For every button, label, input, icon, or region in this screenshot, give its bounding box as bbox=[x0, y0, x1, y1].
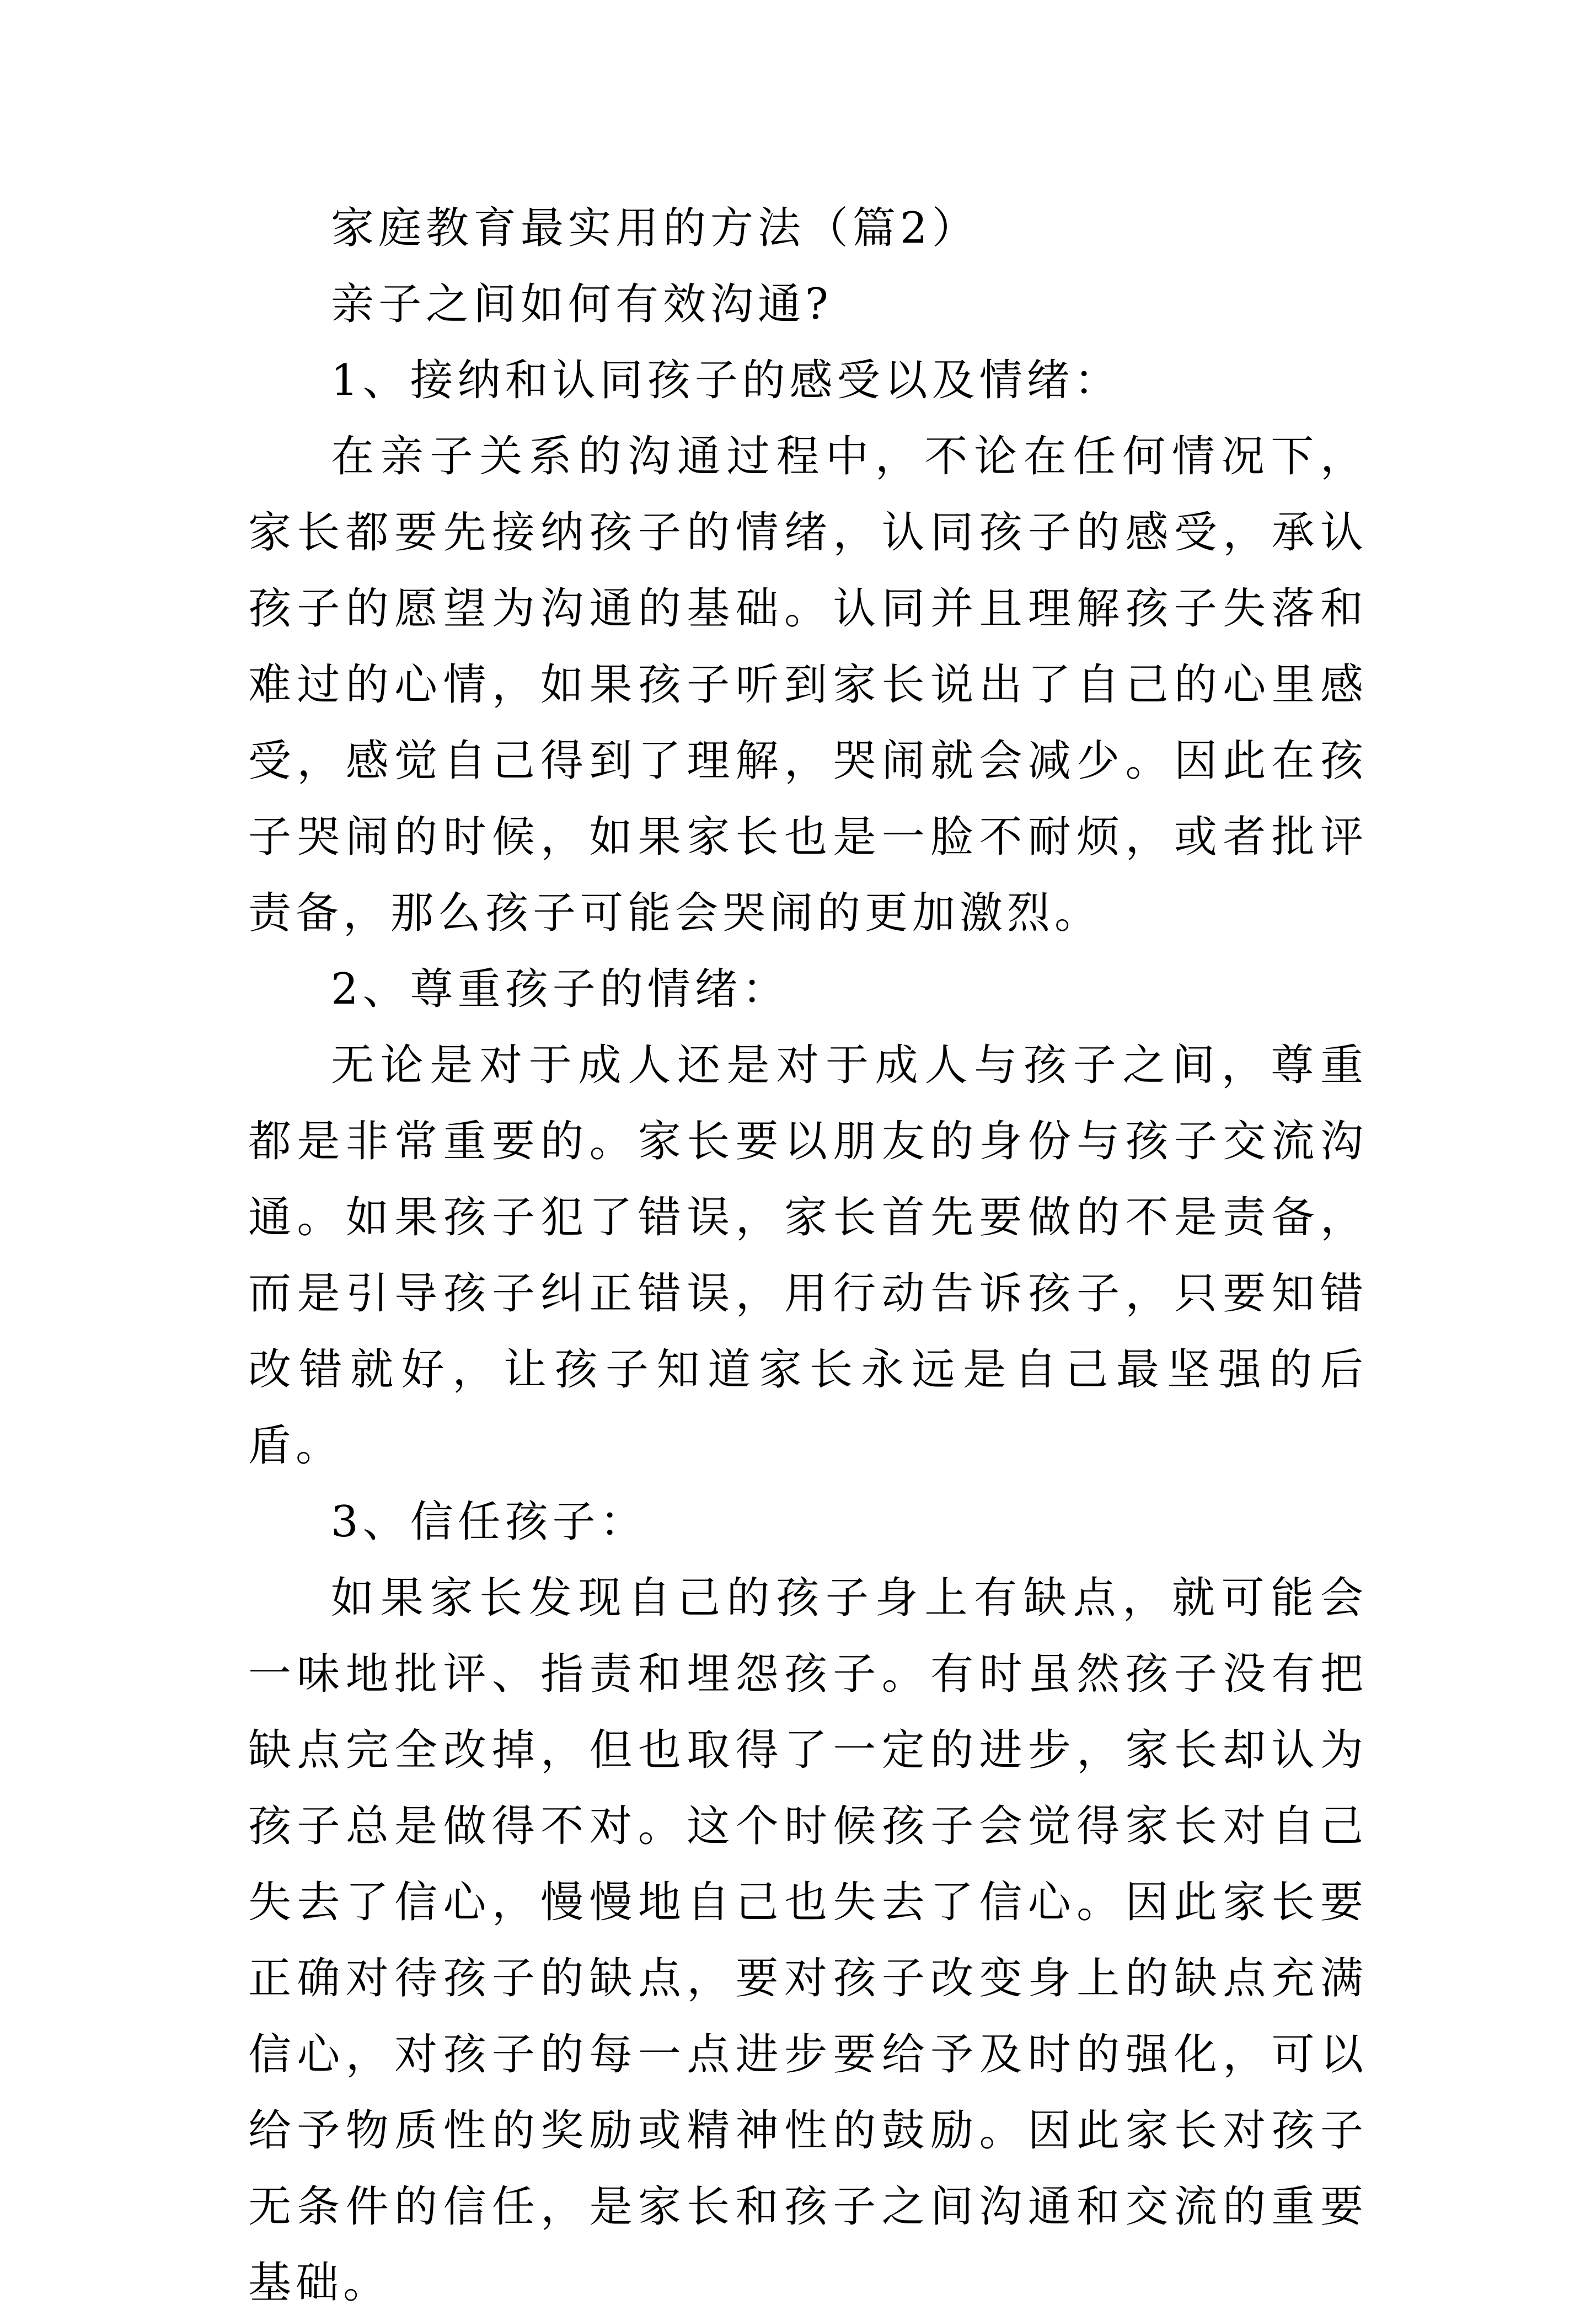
heading-1: 1、接纳和认同孩子的感受以及情绪： bbox=[331, 356, 1122, 405]
document-title: 家庭教育最实用的方法（篇2） bbox=[331, 203, 979, 253]
heading-3: 3、信任孩子： bbox=[331, 1497, 647, 1547]
heading-2: 2、尊重孩子的情绪： bbox=[331, 964, 790, 1014]
document-body bbox=[248, 190, 1368, 2321]
paragraph-2: 无论是对于成人还是对于成人与孩子之间，尊重都是非常重要的。家长要以朋友的身份与孩子交流沟通。如果孩子犯了错误，家长首先要做的不是责备，而是引导孩子纠正错误，用行动告诉孩子，只要知错改错就好，让孩子知道家长永远是自己最坚强的后盾。 bbox=[248, 1041, 1368, 1471]
paragraph-question: 亲子之间如何有效沟通? bbox=[331, 280, 833, 329]
paragraph-3: 如果家长发现自己的孩子身上有缺点，就可能会一味地批评、指责和埋怨孩子。有时虽然孩子没有把缺点完全改掉，但也取得了一定的进步，家长却认为孩子总是做得不对。这个时候孩子会觉得家长对自己失去了信心，慢慢地自己也失去了信心。因此家长要正确对待孩子的缺点，要对孩子改变身上的缺点充满信心，对孩子的每一点进步要给予及时的强化，可以给予物质性的奖励或精神性的鼓励。因此家长对孩子无条件的信任，是家长和孩子之间沟通和交流的重要基础。 bbox=[248, 1573, 1368, 2308]
paragraph-1: 在亲子关系的沟通过程中，不论在任何情况下，家长都要先接纳孩子的情绪，认同孩子的感受，承认孩子的愿望为沟通的基础。认同并且理解孩子失落和难过的心情，如果孩子听到家长说出了自己的心里感受，感觉自己得到了理解，哭闹就会减少。因此在孩子哭闹的时候，如果家长也是一脸不耐烦，或者批评责备，那么孩子可能会哭闹的更加激烈。 bbox=[248, 432, 1368, 938]
